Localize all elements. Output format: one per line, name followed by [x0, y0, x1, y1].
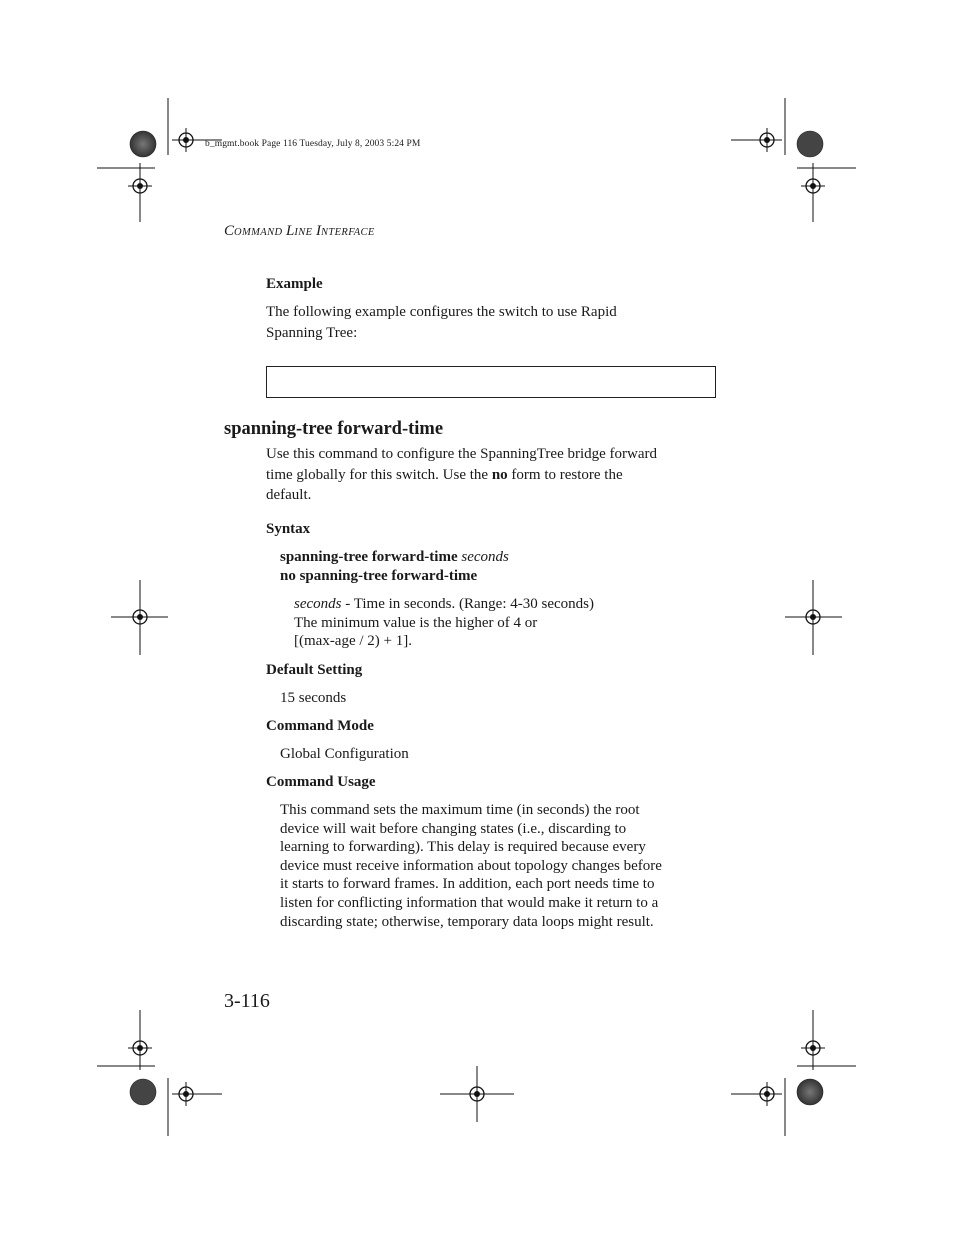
- command-mode-value: Global Configuration: [280, 746, 409, 762]
- code-example-box: [266, 366, 716, 398]
- page-number: 3-116: [224, 990, 270, 1012]
- syntax-commands: spanning-tree forward-time seconds no spanning-tree forward-time: [280, 549, 509, 584]
- example-text: The following example configures the switch to use Rapid Spanning Tree:: [266, 304, 617, 341]
- section-intro: Use this command to configure the SpanningTree bridge forward time globally for this switch. Use the no form to restore the default.: [266, 446, 658, 503]
- file-info: b_mgmt.book Page 116 Tuesday, July 8, 2003 5:24 PM: [205, 139, 421, 149]
- syntax-heading: Syntax: [266, 521, 311, 537]
- running-head: COMMAND LINE INTERFACE: [224, 223, 375, 239]
- command-usage-text: This command sets the maximum time (in seconds) the root device will wait before changing states (i.e., discarding to learning to forwarding). This delay is required because every device must receive information about topology changes before it starts to forward frames. In addition, each port needs time to listen for conflicting information that would make it return to a discarding state; otherwise, temporary data loops might result.: [280, 802, 662, 930]
- command-usage-heading: Command Usage: [266, 774, 376, 790]
- example-heading: Example: [266, 276, 323, 292]
- syntax-parameter: seconds - Time in seconds. (Range: 4-30 seconds) The minimum value is the higher of 4 or [(max-age / 2) + 1].: [294, 596, 594, 649]
- section-title: spanning-tree forward-time: [224, 419, 444, 439]
- default-setting-heading: Default Setting: [266, 662, 363, 678]
- default-setting-value: 15 seconds: [280, 690, 347, 706]
- command-mode-heading: Command Mode: [266, 718, 374, 734]
